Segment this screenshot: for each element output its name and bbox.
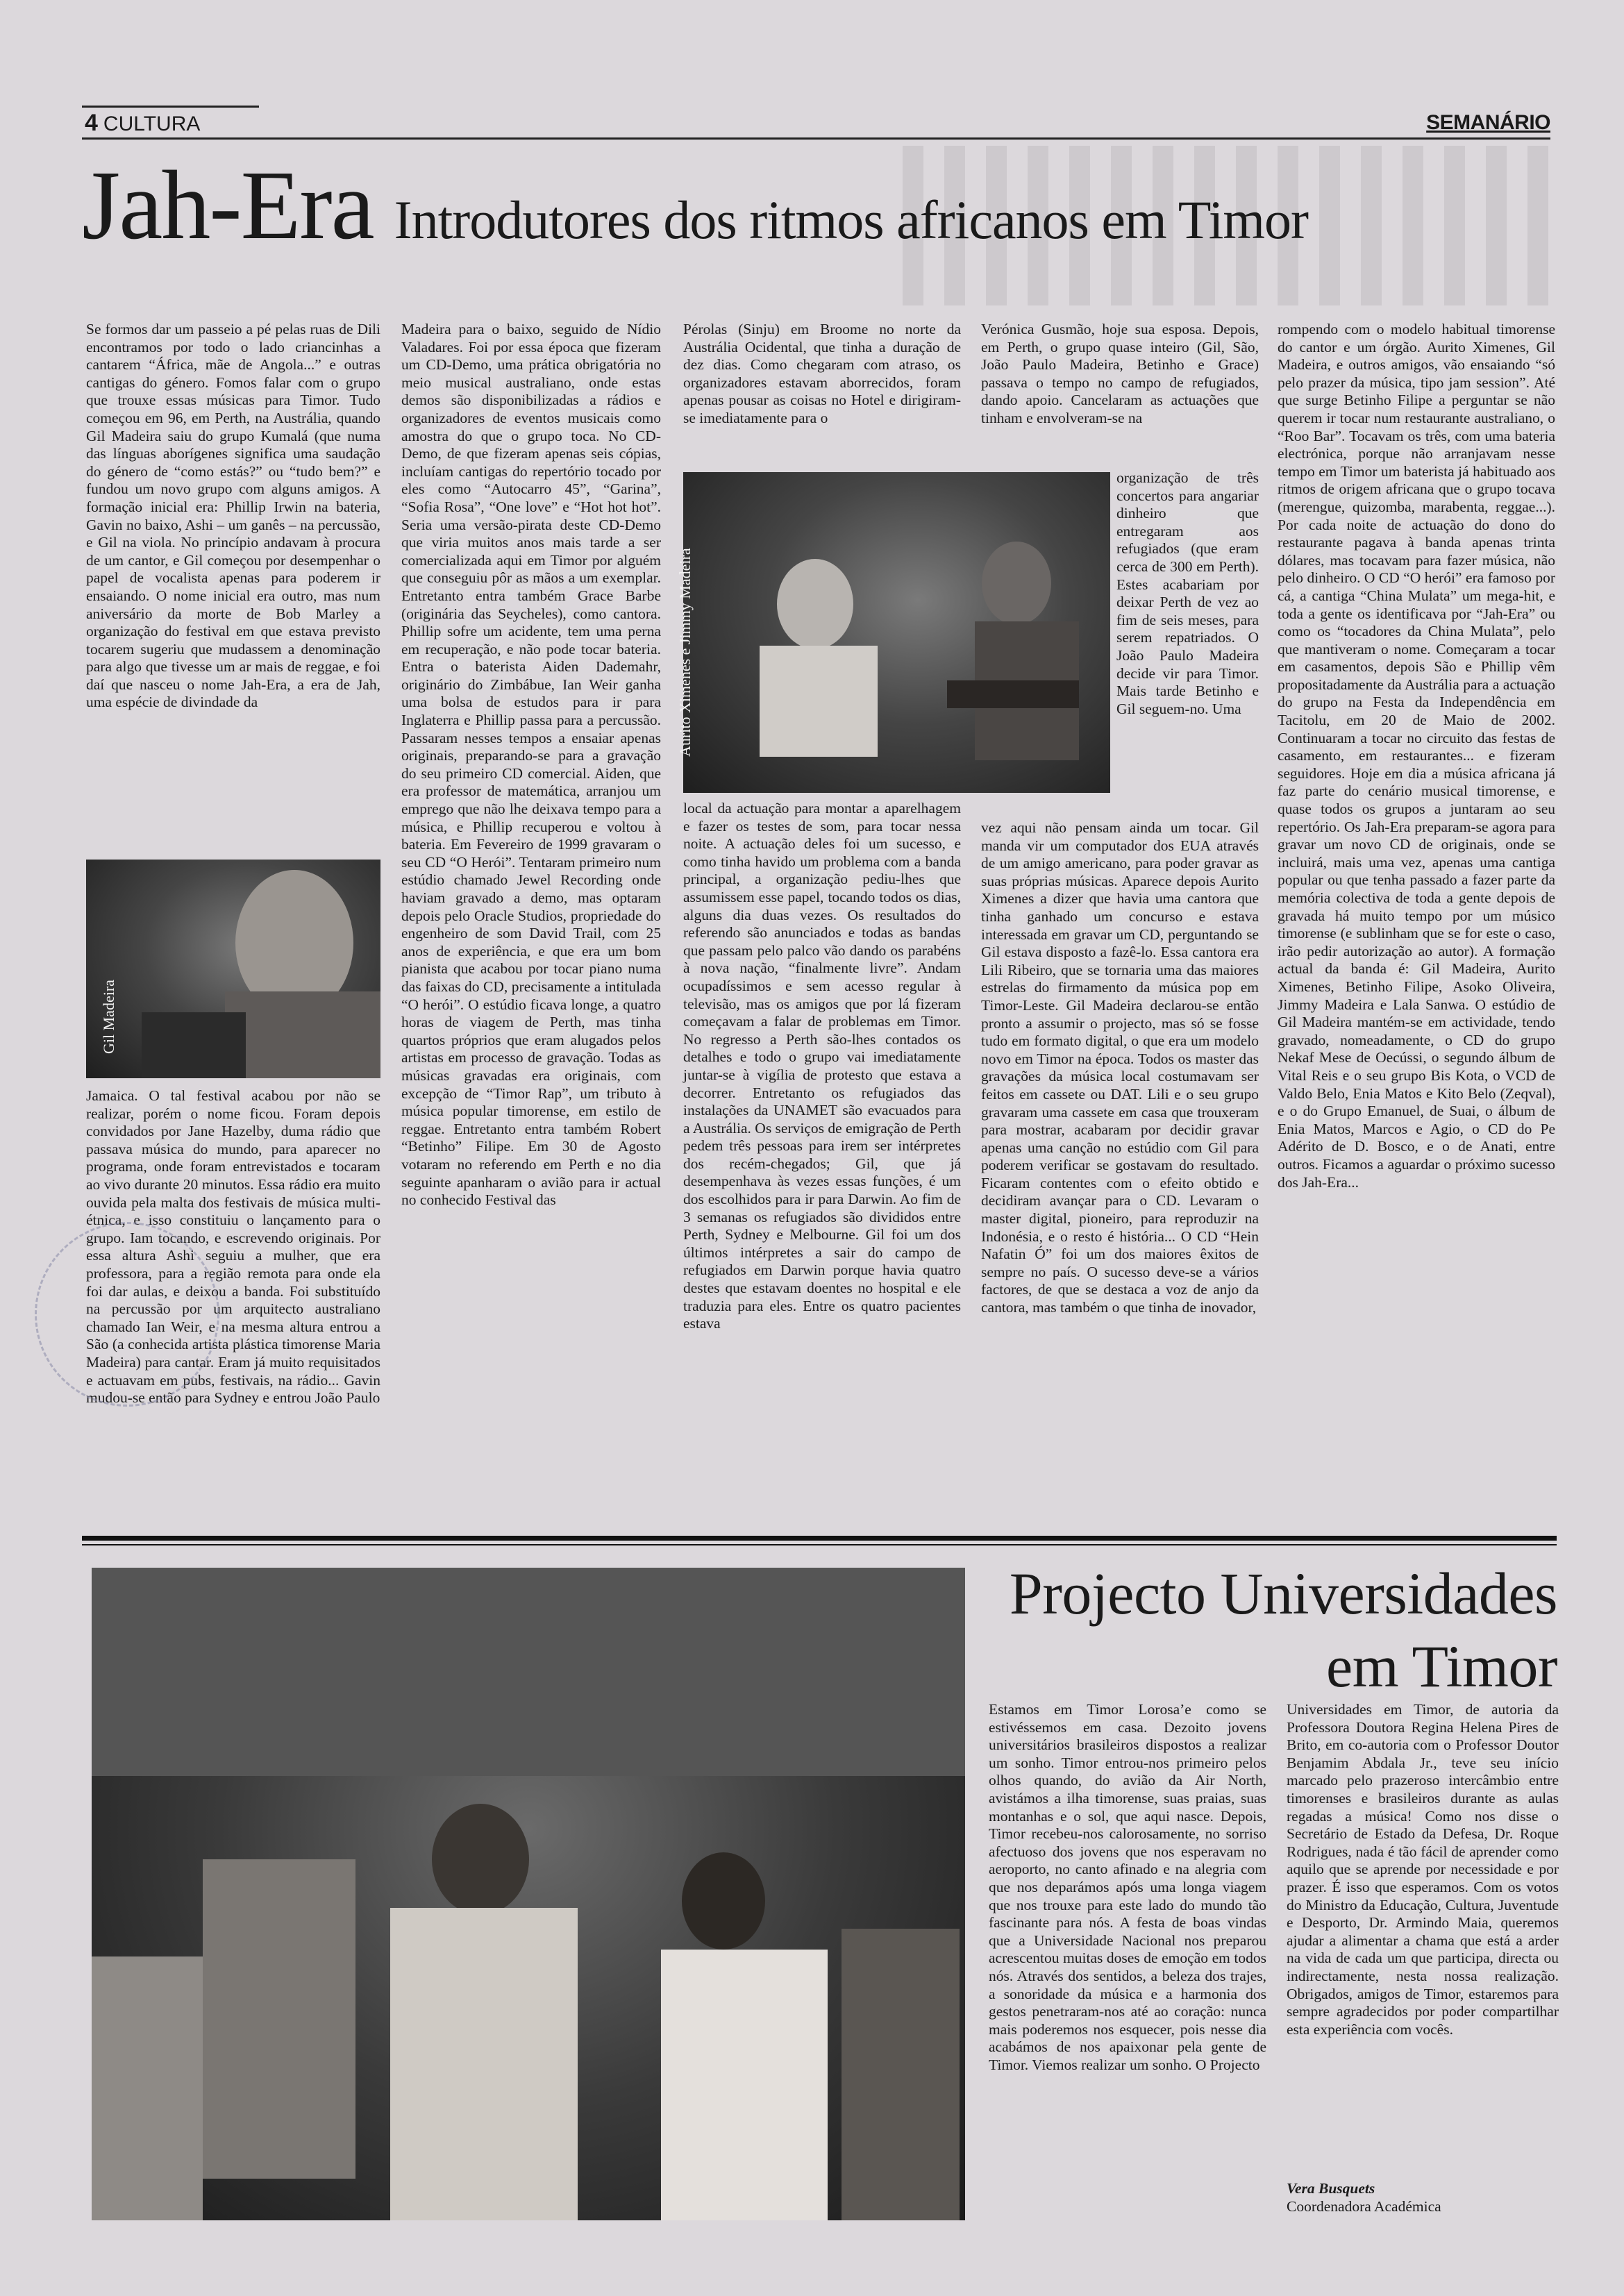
project-text: Estamos em Timor Lorosa’e como se estivéssemos em casa. Dezoito jovens universitários brasileiros dispostos a realizar um sonho. Timor entrou-nos primeiro pelos olhos quando, do avião da Air North, avistámos a ilha timorense, suas praias, suas montanhas e o sol, que aqui nasce. Depois, Timor recebeu-nos calorosamente, no sorriso afectuoso dos jovens que nos esperavam no aeroporto, no canto afinado e na alegria com que nos deparámos após uma longa viagem que nos trouxe para este lado do mundo tão fascinante para nós. A festa de boas vindas que a Universidade Nacional nos preparou acrescentou muitas doses de emoção em todos nós. Através dos sentidos, a beleza dos trajes, a sonoridade da música e a harmonia dos gestos penetraram-nos até ao coração: nunca mais poderemos nos esquecer, pois nesse dia acabámos de nos apaixonar pela gente de Timor. Viemos realizar um sonho. O Projecto — [989, 1701, 1266, 2073]
project-column-1 — [989, 1701, 1266, 2222]
article-column-2 — [401, 321, 661, 1529]
project-text: Universidades em Timor, de autoria da Professora Doutora Regina Helena Pires de Brito, em co-autoria com o Professor Doutor Benjamim Abdala Jr., teve seu início marcado pelo prazeroso intercâmbio entre timorenses e brasileiros durante as aulas regadas a música! Como nos disse o Secretário de Estado da Defesa, Dr. Roque Rodrigues, nada é tão fácil de aprender como aquilo que se aprende por necessidade e por prazer. É isso que esperamos. Com os votos do Ministro da Educação, Cultura, Juventude e Desporto, Dr. Armindo Maia, queremos ajudar a alimentar a chama que está a arder na vida de cada um que participa, directa ou indirectamente, nesta nossa realização. Obrigados, amigos de Timor, estaremos para sempre agradecidos por poder compartilhar esta experiência com vocês. — [1287, 1701, 1559, 2038]
article-text: Se formos dar um passeio a pé pelas ruas de Dili encontramos por todo o lado criancinhas a cantarem “África, mãe de Angola...” e outras cantigas do género. Fomos falar com o grupo que trouxe essas músicas para Timor. Tudo começou em 96, em Perth, na Austrália, quando Gil Madeira saiu do grupo Kumalá (que numa das línguas aborígenes significa uma saudação do género de “como estás?” ou “tudo bem?” e fundou um novo grupo com alguns amigos. A formação inicial era: Phillip Irwin na bateria, Gavin no baixo, Ashi – um ganês – na percussão, e Gil na viola. No princípio andavam à procura de um cantor, e Gil começou por desempenhar o papel de vocalista apenas para poderem ir ensaiando. O nome inicial era outro, mas num aniversário da morte de Bob Marley a organização do festival em que estava previsto tocarem sugeriu que mudassem a denominação para algo que tivesse um ar mais de reggae, e foi daí que nasceu o nome Jah-Era, a era de Jah, uma espécie de divindade da — [86, 321, 380, 711]
photo-dancers — [92, 1568, 965, 2220]
article-separator-thin — [82, 1544, 1557, 1545]
portrait-photo — [86, 860, 380, 1078]
article-column-1a — [86, 321, 380, 838]
musicians-photo — [683, 472, 1110, 793]
header-rule — [82, 137, 1550, 140]
article-text: Pérolas (Sinju) em Broome no norte da Austrália Ocidental, que tinha a duração de dez dias. Como chegaram com atraso, os organizadores estavam aborrecidos, foram apenas pousar as coisas no Hotel e dirigiram-se imediatamente para o — [683, 321, 961, 426]
signature — [1287, 2180, 1559, 2222]
signature-role: Coordenadora Académica — [1287, 2197, 1441, 2215]
headline-title: Jah-Era — [82, 150, 374, 260]
photo2-caption: Aurito Ximenes e Jimmy Madeira — [676, 548, 694, 757]
article-column-4c — [981, 819, 1259, 1529]
rubber-stamp-mark — [35, 1222, 219, 1407]
page-number: 4 — [85, 110, 98, 136]
photo-gil-madeira — [86, 860, 380, 1078]
article-text: Madeira para o baixo, seguido de Nídio Valadares. Foi por essa época que fizeram um CD-Demo, uma prática obrigatória no meio musical australiano, onde estas demos são disponibilizadas a rádios e organizadores de eventos musicais como amostra do que o grupo toca. No CD-Demo, de que fizeram apenas seis cópias, incluíam cantigas do repertório tocado por eles como “Autocarro 45”, “Garina”, “Sofia Rosa”, “One love” e “Hot hot hot”. Seria uma versão-pirata deste CD-Demo que viria muitos anos mais tarde a ser comercializada aqui em Timor por alguém que conseguiu pôr as mãos a um exemplar. Entretanto entra também Grace Barbe (originária das Seycheles), como cantora. Phillip sofre um acidente, tem uma perna em recuperação, e não pode tocar bateria. Entra o baterista Aiden Dademahr, originário do Zimbábue, Ian Weir ganha uma bolsa de estudos para ir para Inglaterra e Phillip passa para a percussão. Passaram nesses tempos a ensaiar apenas originais, preparando-se para a gravação do seu primeiro CD comercial. Aiden, que era professor de matemática, arranjou um emprego que não lhe deixava tempo para a música, e Phillip recuperou e voltou à bateria. Em Fevereiro de 1999 gravaram o seu CD “O Herói”. Tentaram primeiro num estúdio chamado Jewel Recording onde haviam gravado a demo, mas optaram depois pelo Oracle Studios, propriedade do engenheiro de som David Trail, com 25 anos de experiência, e que era um bom pianista que acabou por tocar piano numa das faixas do CD, precisamente a intitulada “O herói”. O estúdio ficava longe, a quatro horas de viagem de Perth, mas tinha quartos próprios que eram alugados pelos artistas em processo de gravação. Todas as músicas gravadas era originais, com excepção de “Timor Rap”, um tributo à música popular timorense, em estilo de reggae. Entretanto entra também Robert “Betinho” Filipe. Em 30 de Agosto votaram no referendo em Perth e no dia seguinte apanharam o avião para ir actual no conhecido Festival das — [401, 321, 661, 1209]
section-label — [85, 110, 200, 137]
article-headline — [82, 149, 1308, 276]
article-text: local da actuação para montar a aparelhagem e fazer os testes de som, para tocar nessa noite. A actuação deles foi um sucesso, e como tinha havido um problema com a banda principal, a organização pediu-lhes que assumissem esse papel, tocando todos os dias, alguns dia duas vezes. Os resultados do referendo são anunciados e todas as bandas que passam pelo palco vão dando os parabéns à nova nação, “finalmente livre”. Andam ocupadíssimos e sem acesso regular à televisão, mas os amigos que por lá fizeram começavam a falar de problemas em Timor. No regresso a Perth são-lhes contados os detalhes e todo o grupo vai imediatamente juntar-se à vigília de protesto que estava a decorrer. Entretanto os refugiados das instalações da UNAMET são evacuados para a Austrália. Os serviços de emigração de Perth pedem três pessoas para irem ser intérpretes dos recém-chegados; Gil, que já desempenhava às vezes essas funções, é um dos escolhidos para ir para Darwin. Ao fim de 3 semanas os refugiados são divididos entre Perth, Sydney e Melbourne. Gil foi um dos últimos intérpretes a sair do campo de refugiados em Darwin porque havia quatro destes que estavam doentes no hospital e ele traduzia para eles. Entre os quatro pacientes estava — [683, 800, 962, 1332]
article-text: rompendo com o modelo habitual timorense do cantor e um órgão. Aurito Ximenes, Gil Madeira, e outros amigos, vão ensaiando “só pelo prazer da música, tipo jam session”. Até que surge Betinho Filipe a perguntar se não querem ir tocar num restaurante australiano, o “Roo Bar”. Tocavam os três, com uma bateria electrónica, porque não arranjavam nesse tempo em Timor um baterista já habituado aos ritmos de origem africana que o grupo tocava (merengue, quizomba, marabenta, reggae...). Por cada noite de actuação do dono do restaurante pagava à banda apenas trinta dólares, mas tocavam para fazer música, não pelo dinheiro. O CD “O herói” era famoso por cá, a cantiga “China Mulata” um mega-hit, e toda a gente os identificava por “Jah-Era” ou como os “tocadores da China Mulata”, pelo que mantiveram o nome. Começaram a tocar em casamentos, depois São e Phillip vêm propositadamente da Austrália para a actuação do grupo na Festa da Independência em Tacitolu, em 20 de Maio de 2002. Continuaram a tocar no circuito das festas de casamento, em restaurantes... e fizeram seguidores. Hoje em dia a música africana já faz parte do cenário musical timorense, e quase todos os grupos a juntaram ao seu repertório. Os Jah-Era preparam-se agora para gravar um novo CD de originais, onde se incluirá, mais uma vez, apenas uma cantiga popular ou que tenha passado a fazer parte da memória colectiva de toda a gente depois de gravada há muito tempo por um músico timorense (e sublinham que se for este o caso, irão pedir autorização ao autor). A formação actual da banda é: Gil Madeira, Aurito Ximenes, Betinho Filipe, Asoko Oliveira, Jimmy Madeira e Lala Sanwa. O estúdio de Gil Madeira mantém-se em actividade, tendo gravado, nomeadamente, o CD do grupo Nekaf Mese de Oecússi, o segundo álbum de Vital Reis e o seu grupo Bis Kota, o VCD de Valdo Belo, Enia Matos e Kito Belo (Zeqval), e o do Grupo Emanuel, de Suai, o álbum de Enia Matos, Marcos e Agio, o CD do Pe Adérito de D. Bosco, e o de Anati, entre outros. Ficamos a aguardar o próximo sucesso dos Jah-Era... — [1278, 321, 1555, 1191]
article-column-4a — [981, 321, 1259, 467]
article-text: Verónica Gusmão, hoje sua esposa. Depois, em Perth, o grupo quase inteiro (Gil, São, João Paulo Madeira, Betinho e Grace) passava o tempo no campo de refugiados, dando apoio. Cancelaram as actuações que tinham e envolveram-se na — [981, 321, 1259, 426]
project-column-2 — [1287, 1701, 1559, 2180]
article-column-3a — [683, 321, 961, 467]
project-title-line1: Projecto Universidades — [1009, 1560, 1557, 1627]
article-column-3b — [683, 800, 961, 1529]
section-name: CULTURA — [103, 112, 201, 135]
article-separator — [82, 1536, 1557, 1541]
article-text: vez aqui não pensam ainda um tocar. Gil manda vir um computador dos EUA através de um amigo americano, para poder gravar as suas próprias músicas. Aparece depois Aurito Ximenes a dizer que havia uma cantora que tinha ganhado um concurso e estava interessada em gravar um CD, perguntando se Gil estava disposto a fazê-lo. Essa cantora era Lili Ribeiro, que se tornaria uma das maiores estrelas do firmamento da música pop em Timor-Leste. Gil Madeira declarou-se então pronto a assumir o projecto, mas só se fosse tudo em formato digital, o que era um modelo novo em Timor na época. Todos os master das gravações da música local costumavam ser feitos em cassete ou DAT. Lili e o seu grupo gravaram uma cassete em casa que trouxeram para mostrar, acabaram por decidir gravar apenas uma canção no estúdio com Gil para poderem verificar se gostavam do resultado. Ficaram contentes com o efeito obtido e decidiram avançar para o CD. Levaram o master digital, pioneiro, para reproduzir na Indonésia, e o resto é história... O CD “Hein Nafatin Ó” foi um dos maiores êxitos de sempre no país. O sucesso deve-se a vários factores, de que se destaca a voz de anjo da cantora, mas também o que tinha de inovador, — [981, 819, 1259, 1316]
article-text: Jamaica. O tal festival acabou por não se realizar, porém o nome ficou. Foram depois convidados por Jane Hazelby, duma rádio que passava música do mundo, para aparecer no programa, onde foram entrevistados e tocaram ao vivo durante 20 minutos. Essa rádio era muito ouvida pela malta dos festivais de música multi-étnica, e isso constituiu o lançamento para o grupo. Iam tocando, e escrevendo originais. Por essa altura Ashi seguiu a mulher, que era professora, para a região remota para onde ela foi dar aulas, e deixou a banda. Foi substituído na percussão por um arquitecto australiano chamado Ian Weir, e na mesma altura entrou a São (a conhecida artista plástica timorense Maria Madeira) para cantar. Eram já muito requisitados e actuavam em pubs, festivais, na rádio... Gavin mudou-se então para Sydney e entrou João Paulo — [86, 1087, 380, 1407]
dance-party-photo — [92, 1568, 965, 2220]
article-column-5 — [1278, 321, 1555, 1529]
newspaper-name: SEMANÁRIO — [1426, 111, 1550, 134]
project-title-line2: em Timor — [1326, 1633, 1557, 1700]
header-short-rule — [82, 106, 259, 108]
article-text: organização de três concertos para angariar dinheiro que entregaram aos refugiados (que eram cerca de 300 em Perth). Estes acabariam por deixar Perth de vez ao fim de seis meses, para serem repatriados. O João Paulo Madeira decide vir para Timor. Mais tarde Betinho e Gil seguem-no. Uma — [1116, 469, 1259, 717]
article-column-4b — [1116, 469, 1259, 808]
photo1-caption: Gil Madeira — [100, 980, 117, 1054]
signature-name: Vera Busquets — [1287, 2180, 1375, 2197]
headline-subtitle: Introdutores dos ritmos africanos em Timor — [394, 190, 1309, 250]
photo-aurito-jimmy — [676, 472, 1110, 793]
